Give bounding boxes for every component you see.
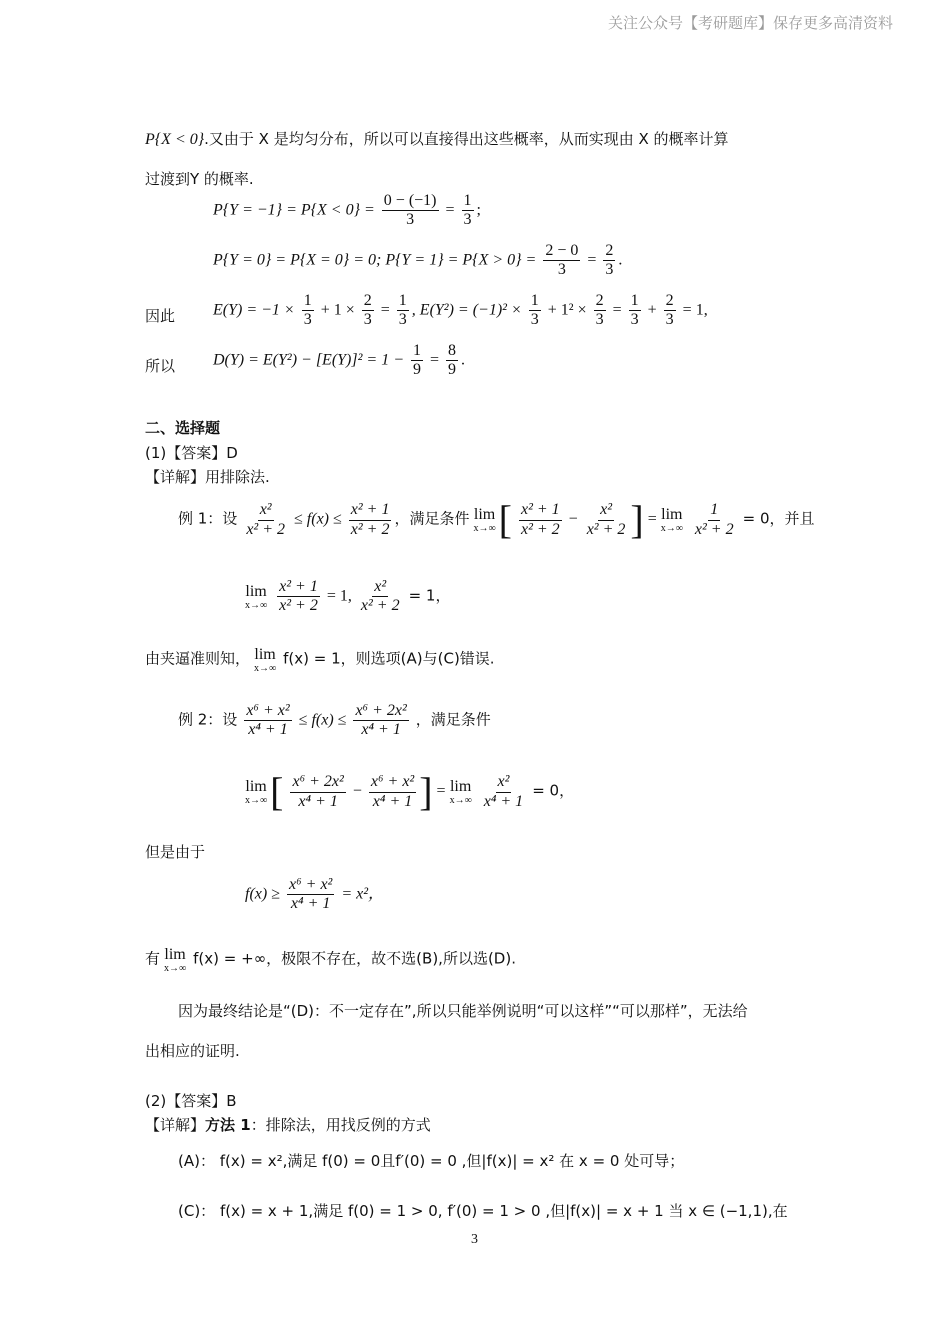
option-a: (A)： f(x) = x²,满足 f(0) = 0且f′(0) = 0 ,但|f(x)| = x² 在 x = 0 处可导； (178, 1152, 685, 1170)
variance-line (213, 342, 465, 380)
p1-end: ; (476, 201, 481, 219)
lim-6: lim x→∞ (449, 778, 472, 806)
lim-3: lim x→∞ (245, 582, 268, 611)
ex1-bracket-frac-1: $\frac{\text{x² + 1}}{\text{x² + 2}}$ (520, 501, 560, 538)
ey-c: = (380, 301, 390, 319)
ex1-result-frac: $\frac{1}{\text{x² + 2}}$ (694, 501, 734, 538)
prob-line-2 (213, 242, 622, 280)
bracket-close: ] (630, 497, 644, 542)
ex1-bracket-frac-2: $\frac{\text{x²}}{\text{x² + 2}}$ (586, 501, 626, 538)
ey2-e: = 1, (682, 301, 708, 319)
bracket-open-2: [ (270, 769, 284, 814)
but-line: 但是由于 (145, 843, 206, 861)
ex1-cond: ，满足条件 (394, 509, 470, 528)
intro-text: .又由于 X 是均匀分布，所以可以直接得出这些概率，从而实现由 X 的概率计算 (204, 130, 729, 148)
ex2-cond: ，满足条件 (415, 710, 491, 729)
dy-frac-1: $\frac{1}{9}$ (413, 342, 421, 379)
ex2-frac-2: $\frac{\text{x⁶ + 2x²}}{\text{x⁴ + 1}}$ (355, 702, 407, 739)
p2-fraction-2: $\frac{2}{3}$ (605, 242, 614, 279)
ex1-minus: − (568, 510, 578, 528)
p2-fraction: $\frac{2 - 0}{3}$ (545, 242, 579, 279)
ex1-eq: = (647, 510, 657, 528)
squeeze-a: 由夹逼准则知， (145, 649, 251, 668)
q2-detail-c: ：排除法，用找反例的方式 (250, 1116, 431, 1134)
fx-frac: $\frac{\text{x⁶ + x²}}{\text{x⁴ + 1}}$ (288, 876, 333, 913)
ex1-l2-frac-1: $\frac{\text{x² + 1}}{\text{x² + 2}}$ (279, 578, 318, 615)
lim-4: lim x→∞ (254, 646, 277, 674)
dy-b: = (430, 351, 440, 369)
squeeze-line (145, 646, 495, 674)
ex2-result-frac: $\frac{\text{x²}}{\text{x⁴ + 1}}$ (483, 773, 524, 810)
dy-a: D(Y) = E(Y²) − [E(Y)]² = 1 − (213, 351, 404, 369)
you-line (145, 946, 516, 974)
ey2-b: + 1² × (547, 301, 587, 319)
p2-left: P{Y = 0} = P{X = 0} = 0; P{Y = 1} = P{X > 0} = (213, 251, 537, 269)
expectation-line (213, 292, 708, 330)
intro-line-2: 过渡到Y 的概率. (145, 170, 254, 188)
prob-line-1 (213, 192, 481, 230)
lim-1: lim x→∞ (473, 506, 496, 534)
you-b: f(x) = +∞，极限不存在，故不选(B),所以选(D). (193, 949, 516, 968)
ex2-frac-1: $\frac{\text{x⁶ + x²}}{\text{x⁴ + 1}}$ (246, 702, 290, 739)
ex2-eq: = (436, 782, 446, 800)
ex1-l2-frac-2: $\frac{\text{x²}}{\text{x² + 2}}$ (360, 578, 400, 615)
ey2-c: = (612, 301, 622, 319)
ex1-mid: ≤ f(x) ≤ (294, 510, 342, 528)
conclusion-line-1: 因为最终结论是“(D)：不一定存在”,所以只能举例说明“可以这样”“可以那样”，无法给 (178, 1002, 748, 1020)
q1-answer: (1)【答案】D (145, 444, 238, 462)
yinci-label: 因此 (145, 307, 176, 325)
example-1-line (178, 497, 815, 542)
q2-detail-a: 【详解】 (145, 1116, 206, 1134)
ey-frac-1: $\frac{1}{3}$ (303, 292, 312, 329)
section-title: 二、选择题 (145, 419, 221, 437)
ey2-frac-3: $\frac{1}{3}$ (630, 292, 639, 329)
example-2-line (178, 702, 491, 740)
ey-b: + 1 × (320, 301, 355, 319)
ex1-frac-1: $\frac{\text{x²}}{\text{x² + 2}}$ (246, 501, 286, 538)
watermark-text: 关注公众号【考研题库】保存更多高清资料 (608, 14, 894, 32)
q2-answer: (2)【答案】B (145, 1092, 237, 1110)
ey2-frac-2: $\frac{2}{3}$ (595, 292, 604, 329)
lim-5: lim x→∞ (245, 778, 268, 806)
ey2-d: + (647, 301, 657, 319)
p2-eq: = (587, 251, 597, 269)
fx-a: f(x) ≥ (245, 885, 280, 903)
ex2-minus: − (352, 782, 362, 800)
fx-inequality (245, 876, 384, 914)
ex2-bracket-frac-2: $\frac{\text{x⁶ + x²}}{\text{x⁴ + 1}}$ (370, 773, 415, 810)
option-c: (C)： f(x) = x + 1,满足 f(0) = 1 > 0, f′(0) = 1 > 0 ,但|f(x)| = x + 1 当 x ∈ (−1,1),在 (178, 1202, 788, 1220)
example-1-line-2 (245, 578, 450, 616)
ey-a: E(Y) = −1 × (213, 301, 295, 319)
squeeze-b: f(x) = 1，则选项(A)与(C)错误. (283, 649, 495, 668)
ex2-bracket-frac-1: $\frac{\text{x⁶ + 2x²}}{\text{x⁴ + 1}}$ (292, 773, 344, 810)
ex2-end: = 0， (532, 781, 575, 800)
dy-c: . (461, 351, 466, 369)
suoyi-label: 所以 (145, 357, 176, 375)
page-number: 3 (471, 1232, 478, 1247)
ex1-label: 例 1：设 (178, 509, 238, 528)
p1-fraction: $\frac{0 - (-1)}{3}$ (383, 192, 437, 229)
dy-frac-2: $\frac{8}{9}$ (448, 342, 457, 379)
p1-fraction-2: $\frac{1}{3}$ (463, 192, 472, 229)
p1-left: P{Y = −1} = P{X < 0} = (213, 201, 375, 219)
bracket-open: [ (498, 497, 512, 542)
you-a: 有 (145, 949, 161, 968)
ey2-frac-4: $\frac{2}{3}$ (665, 292, 674, 329)
p1-eq: = (445, 201, 455, 219)
fx-end: = x²， (341, 885, 385, 903)
intro-line-1 (145, 128, 729, 149)
ex1-l2-end: = 1， (408, 586, 451, 605)
q2-detail (145, 1114, 431, 1135)
ex1-frac-2: $\frac{\text{x² + 1}}{\text{x² + 2}}$ (350, 501, 390, 538)
ey-frac-3: $\frac{1}{3}$ (398, 292, 407, 329)
example-2-limit (245, 769, 575, 814)
ey2-frac-1: $\frac{1}{3}$ (530, 292, 539, 329)
q2-method-label: 方法 1 (205, 1116, 251, 1134)
ex2-mid: ≤ f(x) ≤ (298, 711, 347, 729)
bracket-close-2: ] (419, 769, 433, 814)
lim-2: lim x→∞ (660, 506, 683, 534)
lim-7: lim x→∞ (164, 946, 187, 974)
conclusion-line-2: 出相应的证明. (145, 1042, 240, 1060)
p2-end: . (618, 251, 623, 269)
ey2-a: , E(Y²) = (−1)² × (411, 301, 522, 319)
prob-expr: P{X < 0} (145, 131, 205, 148)
ey-frac-2: $\frac{2}{3}$ (363, 292, 372, 329)
ex1-end: = 0，并且 (742, 509, 815, 528)
ex2-label: 例 2：设 (178, 710, 238, 729)
ex1-l2-mid: = 1, (326, 587, 352, 605)
q1-detail: 【详解】用排除法. (145, 468, 270, 486)
